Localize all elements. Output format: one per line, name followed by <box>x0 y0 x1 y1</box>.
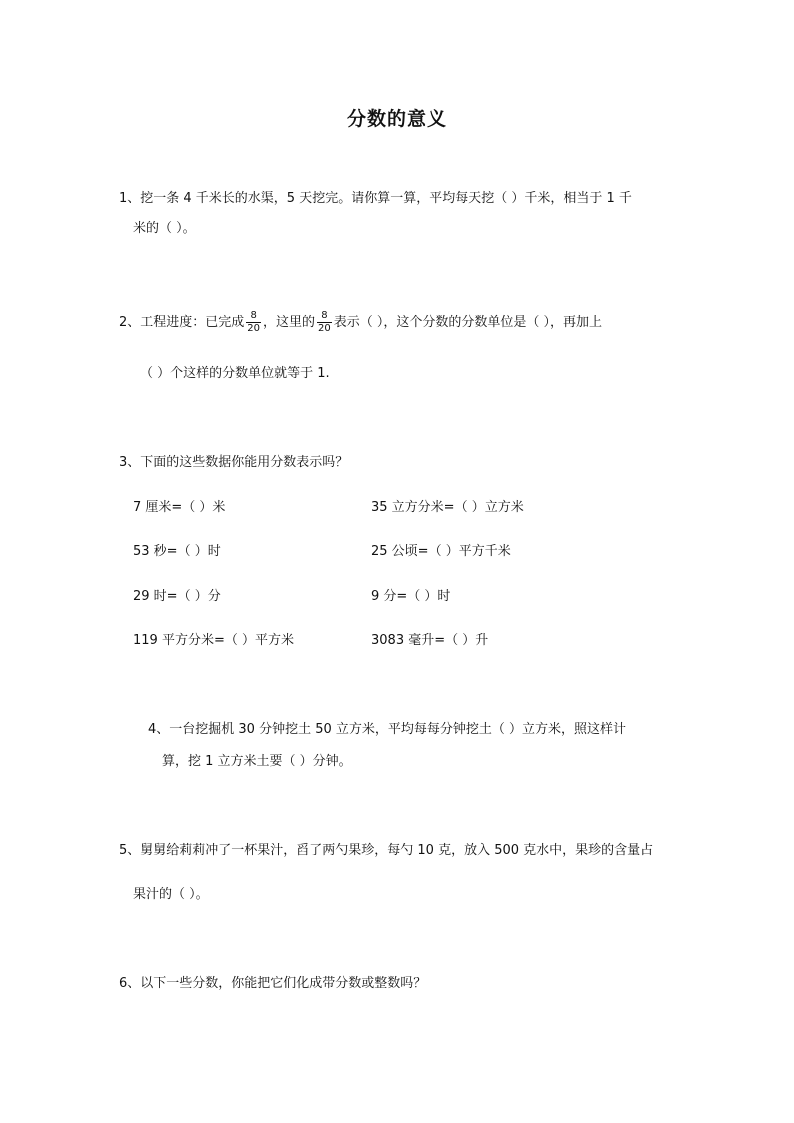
question-2-text-b: ，这里的 <box>263 315 316 330</box>
fraction-denominator: 20 <box>318 323 331 334</box>
question-4-line-2: 算，挖 1 立方米土要（ ）分钟。 <box>162 754 352 769</box>
conversion-item: 29 时=（ ）分 <box>133 589 221 604</box>
conversion-item: 9 分=（ ）时 <box>371 589 451 604</box>
question-1-line-1: 1、挖一条 4 千米长的水渠，5 天挖完。请你算一算，平均每天挖（ ）千米，相当于 1 千 <box>119 191 632 206</box>
question-2-text-c: 表示（ ），这个分数的分数单位是（ ），再加上 <box>333 315 603 330</box>
fraction-8-20-second <box>317 310 332 335</box>
fraction-numerator: 8 <box>250 310 257 321</box>
conversion-item: 3083 毫升=（ ）升 <box>371 633 489 648</box>
fraction-denominator: 20 <box>247 323 261 334</box>
question-5-line-1: 5、舅舅给莉莉冲了一杯果汁，舀了两勺果珍，每勺 10 克，放入 500 克水中，果珍的含量占 <box>119 843 654 858</box>
question-4-line-1: 4、一台挖掘机 30 分钟挖土 50 立方米，平均每每分钟挖土（ ）立方米，照这样计 <box>148 722 627 737</box>
question-6-prompt: 6、以下一些分数，你能把它们化成带分数或整数吗？ <box>119 976 427 991</box>
question-2-line-1 <box>119 308 602 338</box>
question-5-line-2: 果汁的（ ）。 <box>133 887 209 902</box>
conversion-item: 25 公顷=（ ）平方千米 <box>371 544 511 559</box>
conversion-item: 119 平方分米=（ ）平方米 <box>133 633 294 648</box>
question-1-line-2: 米的（ ）。 <box>133 221 196 236</box>
fraction-numerator: 8 <box>321 310 328 321</box>
question-2-line-2: （ ）个这样的分数单位就等于 1. <box>140 366 330 381</box>
question-2-text-a: 2、工程进度：已完成 <box>119 315 245 330</box>
question-3-prompt: 3、下面的这些数据你能用分数表示吗？ <box>119 455 349 470</box>
page-title: 分数的意义 <box>346 108 447 130</box>
fraction-8-20-first <box>246 310 261 335</box>
conversion-item: 35 立方分米=（ ）立方米 <box>371 500 524 515</box>
conversion-item: 7 厘米=（ ）米 <box>133 500 226 515</box>
conversion-item: 53 秒=（ ）时 <box>133 544 221 559</box>
